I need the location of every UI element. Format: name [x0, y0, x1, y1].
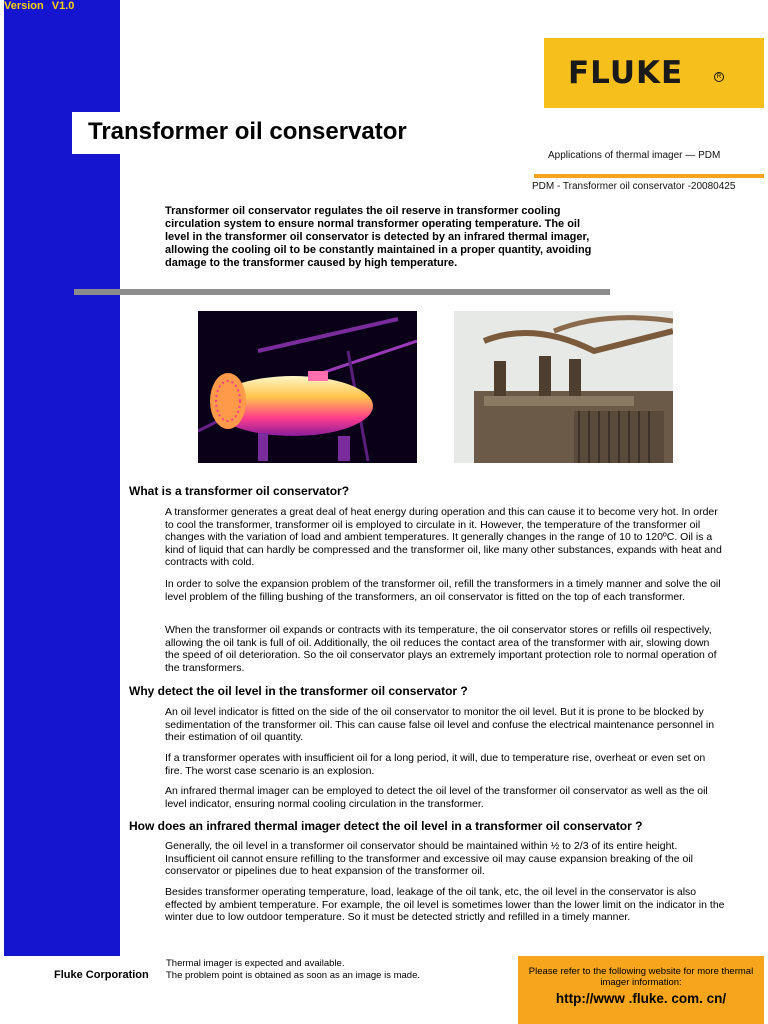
intro-paragraph: Transformer oil conservator regulates the oil reserve in transformer cooling circulation system to ensure normal transformer operating temperature. The oil level in the transformer oil conservator is detected by an infrared thermal imager, allowing the cooling oil to be constantly maintained in a proper quantity, avoiding damage to the transformer caused by high temperature.	[165, 205, 592, 269]
document-id: PDM - Transformer oil conservator -20080425	[532, 181, 736, 192]
section-heading-what: What is a transformer oil conservator?	[129, 484, 350, 498]
fluke-logo	[544, 38, 764, 108]
document-subtitle: Applications of thermal imager — PDM	[548, 150, 721, 161]
title-box	[72, 112, 440, 154]
company-name: Fluke Corporation	[54, 969, 149, 981]
section-what-paragraph-1: A transformer generates a great deal of heat energy during operation and this can cause it to become very hot. In order to cool the transformer, transformer oil is employed to circulate in it. However, the temperature of the transformer oil changes with the variation of load and ambient temperatures. It generally changes in the range of 10 to 120ºC. Oil is a kind of liquid that can hardly be compressed and the transformer oil, like many other substances, expands with heat and contracts with cold.	[165, 506, 722, 568]
section-why-paragraph-2: If a transformer operates with insufficient oil for a long period, it will, due to temperature rise, overheat or even set on fire. The worst case scenario is an explosion.	[165, 752, 706, 777]
section-heading-why: Why detect the oil level in the transformer oil conservator ?	[129, 684, 468, 698]
logo-text: FLUKE	[568, 55, 684, 91]
version-label	[4, 0, 74, 12]
website-note: Please refer to the following website for more thermal imager information:	[528, 966, 754, 988]
registered-icon: R	[714, 72, 724, 82]
website-link[interactable]: http://www .fluke. com. cn/	[555, 991, 727, 1006]
grey-divider	[74, 289, 610, 295]
section-what-paragraph-3: When the transformer oil expands or contracts with its temperature, the oil conservator stores or refills oil respectively, allowing the oil tank is full of oil. Additionally, the oil reduces the contact area of the transformer with air, slowing down the speed of oil deterioration. So the oil conservator plays an extremely important protection role to normal operation of the transformers.	[165, 624, 717, 674]
section-why-paragraph-3: An infrared thermal imager can be employed to detect the oil level of the transformer oil conservator as well as the oil level indicator, ensuring normal cooling circulation in the transformer.	[165, 785, 708, 810]
page-title: Transformer oil conservator	[88, 118, 407, 145]
section-heading-how: How does an infrared thermal imager detect the oil level in a transformer oil conservator ?	[129, 819, 643, 833]
section-how-paragraph-2: Besides transformer operating temperature, load, leakage of the oil tank, etc, the oil level in the conservator is also effected by ambient temperature. For example, the oil level is sometimes lower than the lower limit on the indicator in the winter due to low outdoor temperature. So it must be detected strictly and refilled in a timely manner.	[165, 886, 725, 923]
website-info-box	[518, 956, 764, 1024]
version-number: V1.0	[51, 0, 75, 12]
version-text: Version	[4, 0, 44, 12]
footer-line-1: Thermal imager is expected and available.	[166, 958, 345, 969]
section-why-paragraph-1: An oil level indicator is fitted on the side of the oil conservator to monitor the oil level. But it is prone to be blocked by sedimentation of the transformer oil. This can cause false oil level and confuse the electrical maintenance personnel in their estimation of oil quantity.	[165, 706, 715, 743]
footer-line-2: The problem point is obtained as soon as an image is made.	[166, 970, 421, 981]
section-how-paragraph-1: Generally, the oil level in a transformer oil conservator should be maintained within ½ to 2/3 of its entire height. Insufficient oil cannot ensure refilling to the transformer and excessive oil may cause expansion breaking of the oil conservator or pipelines due to heat expansion of the transformer oil.	[165, 840, 694, 877]
transformer-photo	[454, 311, 673, 463]
footer-taglines	[166, 958, 420, 982]
orange-divider	[534, 174, 764, 178]
section-what-paragraph-2: In order to solve the expansion problem of the transformer oil, refill the transformers in a timely manner and solve the oil level problem of the filling bushing of the transformers, an oil conservator is fitted on the top of each transformer.	[165, 578, 721, 603]
thermal-image	[198, 311, 417, 463]
